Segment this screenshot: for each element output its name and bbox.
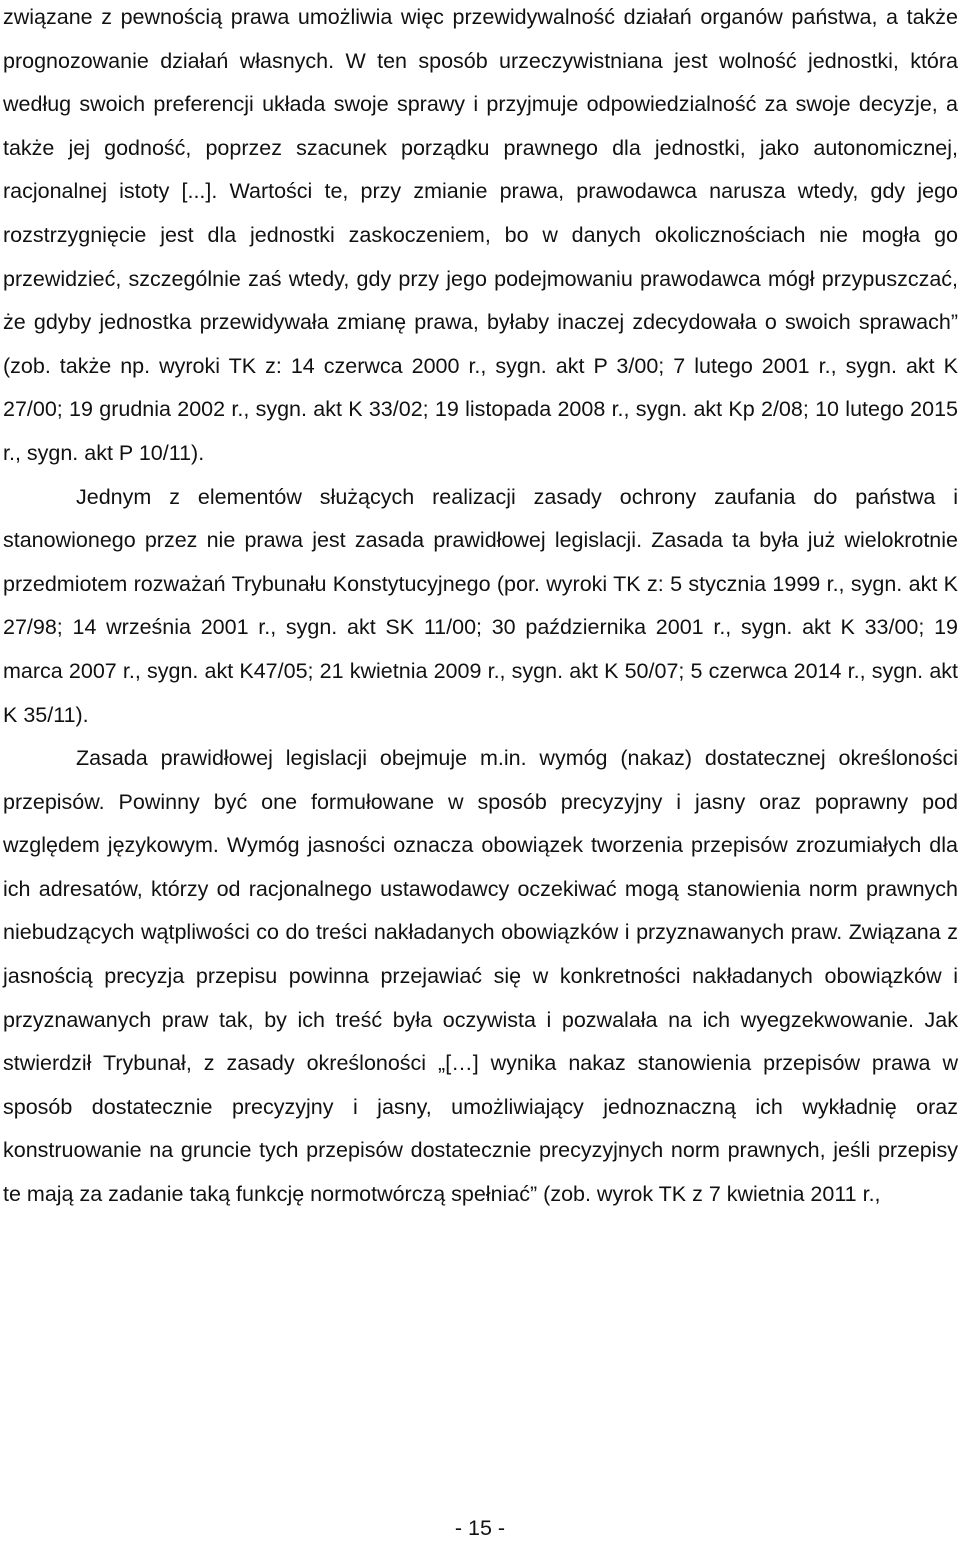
body-text [3, 0, 958, 1217]
page-number: - 15 - [454, 1516, 506, 1540]
paragraph-continued: związane z pewnością prawa umożliwia więc przewidywalność działań organów państwa, a także prognozowanie działań własnych. W ten sposób urzeczywistniana jest wolność jednostki, która według swoich preferencji układa swoje sprawy i przyjmuje odpowiedzialność za swoje decyzje, a także jej godność, poprzez szacunek porządku prawnego dla jednostki, jako autonomicznej, racjonalnej istoty [...]. Wartości te, przy zmianie prawa, prawodawca narusza wtedy, gdy jego rozstrzygnięcie jest dla jednostki zaskoczeniem, bo w danych okolicznościach nie mogła go przewidzieć, szczególnie zaś wtedy, gdy przy jego podejmowaniu prawodawca mógł przypuszczać, że gdyby jednostka przewidywała zmianę prawa, byłaby inaczej zdecydowała o swoich sprawach” (zob. także np. wyroki TK z: 14 czerwca 2000 r., sygn. akt P 3/00; 7 lutego 2001 r., sygn. akt K 27/00; 19 grudnia 2002 r., sygn. akt K 33/02; 19 listopada 2008 r., sygn. akt Kp 2/08; 10 lutego 2015 r., sygn. akt P 10/11). [3, 5, 958, 465]
paragraph-legislation-principle: Jednym z elementów służących realizacji zasady ochrony zaufania do państwa i stanowionego przez nie prawa jest zasada prawidłowej legislacji. Zasada ta była już wielokrotnie przedmiotem rozważań Trybunału Konstytucyjnego (por. wyroki TK z: 5 stycznia 1999 r., sygn. akt K 27/98; 14 września 2001 r., sygn. akt SK 11/00; 30 października 2001 r., sygn. akt K 33/00; 19 marca 2007 r., sygn. akt K47/05; 21 kwietnia 2009 r., sygn. akt K 50/07; 5 czerwca 2014 r., sygn. akt K 35/11). [3, 484, 958, 727]
paragraph-definiteness: Zasada prawidłowej legislacji obejmuje m.in. wymóg (nakaz) dostatecznej określoności przepisów. Powinny być one formułowane w sposób precyzyjny i jasny oraz poprawny pod względem językowym. Wymóg jasności oznacza obowiązek tworzenia przepisów zrozumiałych dla ich adresatów, którzy od racjonalnego ustawodawcy oczekiwać mogą stanowienia norm prawnych niebudzących wątpliwości co do treści nakładanych obowiązków i przyznawanych praw. Związana z jasnością precyzja przepisu powinna przejawiać się w konkretności nakładanych obowiązków i przyznawanych praw tak, by ich treść była oczywista i pozwalała na ich wyegzekwowanie. Jak stwierdził Trybunał, z zasady określoności „[…] wynika nakaz stanowienia przepisów prawa w sposób dostatecznie precyzyjny i jasny, umożliwiający jednoznaczną ich wykładnię oraz konstruowanie na gruncie tych przepisów dostatecznie precyzyjnych norm prawnych, jeśli przepisy te mają za zadanie taką funkcję normotwórczą spełniać” (zob. wyrok TK z 7 kwietnia 2011 r., [3, 746, 958, 1207]
